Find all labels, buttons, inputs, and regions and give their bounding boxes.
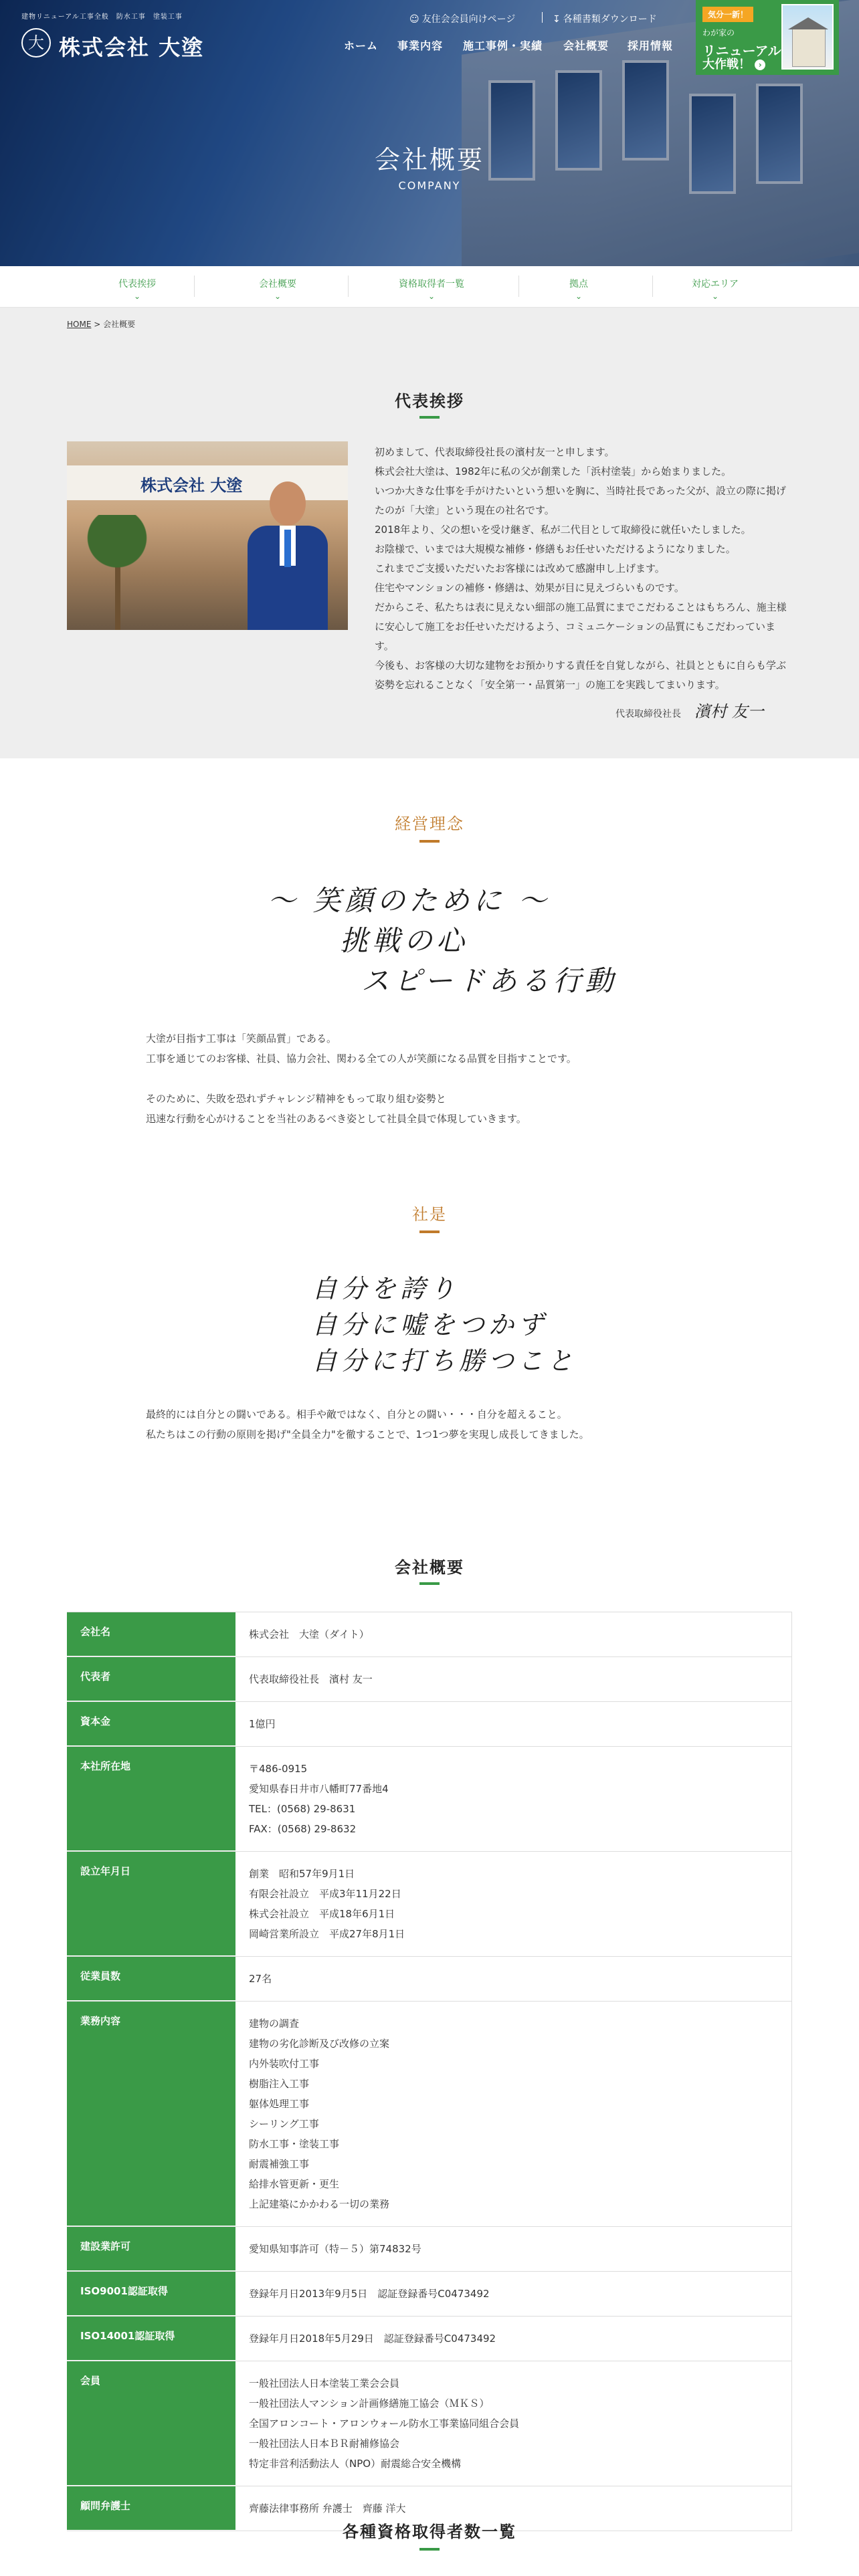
company-sign: 株式会社 大塗 [67, 465, 348, 500]
philosophy-title: 経営理念 [395, 815, 464, 833]
banner-badge: 気分一新！ [702, 7, 753, 22]
banner-line3: 大作戦！ › [702, 55, 765, 72]
row-value [235, 1852, 792, 1956]
table-row [67, 2317, 792, 2361]
chevron-down-icon: ⌄ [711, 292, 719, 301]
chevron-down-icon: ⌄ [274, 292, 282, 301]
row-label: 設立年月日 [67, 1852, 235, 1956]
chevron-down-icon: ⌄ [575, 292, 583, 301]
row-value [235, 2361, 792, 2486]
value-line: 特定非営利活動法人（NPO）耐震総合安全機構 [249, 2458, 462, 2470]
title-underline [419, 1230, 440, 1233]
row-label: 本社所在地 [67, 1747, 235, 1851]
philosophy-calligraphy-1: 〜 笑顔のために 〜 [268, 884, 551, 917]
chevron-down-icon: ⌄ [427, 292, 436, 301]
table-row [67, 2272, 792, 2317]
value-line: 耐震補強工事 [249, 2158, 310, 2170]
row-label: 会社名 [67, 1612, 235, 1656]
value-line: 愛知県春日井市八幡町77番地4 [249, 1783, 389, 1795]
nav-home[interactable]: ホーム [344, 39, 379, 52]
table-row [67, 2361, 792, 2486]
row-value [235, 2227, 792, 2271]
signature: 代表取締役社長 濱村 友一 [615, 702, 764, 721]
page-title: 会社概要 [374, 145, 484, 175]
util-divider [542, 12, 543, 23]
row-value [235, 1657, 792, 1701]
value-line: 株式会社設立 平成18年6月1日 [249, 1908, 395, 1920]
table-row [67, 1852, 792, 1957]
motto-text: 最終的には自分との闘いである。相手や敵ではなく、自分との闘い・・・自分を超えること。 私たちはこの行動の原則を掲げ"全員全力"を徹することで、1つ1つ夢を実現し成長してきました。 [146, 1408, 589, 1440]
table-row [67, 1957, 792, 2002]
breadcrumb-current: 会社概要 [103, 320, 136, 329]
row-label: ISO9001認証取得 [67, 2272, 235, 2316]
row-label: 従業員数 [67, 1957, 235, 2001]
row-value [235, 2002, 792, 2226]
value-line: 愛知県知事許可（特－５）第74832号 [249, 2243, 421, 2255]
table-row [67, 1747, 792, 1852]
renewal-banner[interactable] [696, 0, 839, 75]
logo-tagline: 建物リニューアル工事全般 防水工事 塗装工事 [21, 13, 183, 21]
table-row [67, 2002, 792, 2227]
value-line: 創業 昭和57年9月1日 [249, 1868, 355, 1880]
download-link[interactable]: ↧ 各種書類ダウンロード [553, 14, 657, 25]
chevron-down-icon: ⌄ [133, 292, 141, 301]
table-row [67, 1612, 792, 1657]
value-line: 登録年月日2013年9月5日 認証登録番号C0473492 [249, 2288, 490, 2300]
philosophy-text: 大塗が目指す工事は「笑顔品質」である。 工事を通じてのお客様、社員、協力会社、関わる全ての人が笑顔になる品質を目指すことです。 そのために、失敗を恐れずチャレンジ精神をもって取り組む姿勢と 迅速な行動を心がけることを当社のあるべき姿として社員全員で体現していきます。 [146, 1033, 577, 1125]
motto-title: 社是 [412, 1205, 447, 1224]
value-line: 内外装吹付工事 [249, 2058, 320, 2070]
download-icon: ↧ [553, 14, 561, 25]
row-label: 会員 [67, 2361, 235, 2486]
greeting-title: 代表挨拶 [395, 392, 464, 411]
value-line: 登録年月日2018年5月29日 認証登録番号C0473492 [249, 2333, 496, 2345]
motto-calligraphy-2: 自分に嘘をつかず [312, 1310, 548, 1339]
anchor-area[interactable]: 対応エリア ⌄ [632, 277, 799, 301]
user-icon: ☺ [409, 14, 419, 25]
philosophy-calligraphy-3: スピードある行動 [361, 964, 617, 997]
arrow-circle-icon: › [755, 60, 765, 70]
anchor-company[interactable]: 会社概要 ⌄ [194, 277, 361, 301]
nav-recruit[interactable]: 採用情報 [628, 39, 674, 52]
row-label: 顧問弁護士 [67, 2486, 235, 2531]
row-value [235, 2317, 792, 2361]
house-illustration [781, 4, 834, 70]
row-value [235, 2272, 792, 2316]
president-photo [67, 441, 348, 630]
logo-text[interactable]: 株式会社 大塗 [59, 35, 205, 60]
value-line: 建物の劣化診断及び改修の立案 [249, 2038, 390, 2050]
company-table [67, 1612, 792, 2531]
signature-name: 濱村 友一 [694, 702, 764, 721]
value-line: シーリング工事 [249, 2118, 319, 2130]
row-value [235, 1747, 792, 1851]
nav-works[interactable]: 施工事例・実績 [463, 39, 543, 52]
anchor-qualifications[interactable]: 資格取得者一覧 ⌄ [348, 277, 515, 301]
motto-calligraphy-1: 自分を誇り [312, 1274, 460, 1303]
value-line: 〒486-0915 [249, 1763, 308, 1775]
page-subtitle: COMPANY [398, 179, 461, 192]
row-value [235, 1702, 792, 1746]
value-line: 株式会社 大塗（ダイト） [249, 1628, 369, 1640]
greeting-text: 初めまして、代表取締役社長の濱村友一と申します。 株式会社大塗は、1982年に私の父が創業した「浜村塗装」から始まりました。 いつか大きな仕事を手がけたいという想いを胸に、当時社長であった父が、設立の際に掲げたのが「大塗」という現在の社名です。 2018年より、父の想いを受け継ぎ、私が二代目として取締役に就任いたしました。 お陰様で、いまでは大規模な補修・修繕もお任せいただけるようになりました。 これまでご支援いただいたお客様には改めて感謝申し上げます。 住宅やマンションの補修・修繕は、効果が目に見えづらいものです。 だからこそ、私たちは表に見えない細部の施工品質にまでこだわることはもちろん、施主様に安心して施工をお任せいただけるよう、コミュニケーションの品質にもこだわっています。 今後も、お客様の大切な建物をお預かりする責任を自覚しながら、社員とともに自らも学ぶ姿勢を忘れることなく「安全第一・品質第一」の施工を実践してまいります。 [375, 446, 787, 691]
banner-line1: わが家の [702, 28, 735, 37]
qualifications-title: 各種資格取得者数一覧 [343, 2523, 516, 2541]
value-line: 代表取締役社長 濱村 友一 [249, 1673, 373, 1685]
value-line: 躯体処理工事 [249, 2098, 310, 2110]
hero [0, 0, 859, 266]
value-line: 防水工事・塗装工事 [249, 2138, 340, 2150]
table-row [67, 2227, 792, 2272]
anchor-bases[interactable]: 拠点 ⌄ [495, 277, 662, 301]
company-title: 会社概要 [395, 1558, 464, 1577]
row-value [235, 1957, 792, 2001]
row-label: 代表者 [67, 1657, 235, 1701]
value-line: 齊藤法律事務所 弁護士 齊藤 洋大 [249, 2502, 406, 2514]
value-line: 岡崎営業所設立 平成27年8月1日 [249, 1928, 405, 1940]
value-line: 一般社団法人日本ＢＲ耐補修協会 [249, 2438, 400, 2450]
row-value [235, 1612, 792, 1656]
president-figure [248, 481, 328, 630]
row-label: ISO14001認証取得 [67, 2317, 235, 2361]
philosophy-calligraphy-2: 挑戦の心 [340, 924, 469, 957]
value-line: TEL：(0568) 29-8631 [249, 1803, 356, 1815]
value-line: 全国アロンコート・アロンウォール防水工事業協同組合会員 [249, 2418, 520, 2430]
table-row [67, 1702, 792, 1747]
value-line: FAX：(0568) 29-8632 [249, 1823, 357, 1835]
value-line: 有限会社設立 平成3年11月22日 [249, 1888, 401, 1900]
title-underline [419, 1582, 440, 1585]
value-line: 樹脂注入工事 [249, 2078, 310, 2090]
nav-business[interactable]: 事業内容 [397, 39, 444, 52]
value-line: 一般社団法人日本塗装工業会会員 [249, 2377, 400, 2389]
value-line: 一般社団法人マンション計画修繕施工協会（ＭＫＳ） [249, 2397, 490, 2409]
value-line: 給排水管更新・更生 [249, 2178, 340, 2190]
row-label: 資本金 [67, 1702, 235, 1746]
anchor-greeting[interactable]: 代表挨拶 ⌄ [54, 277, 221, 301]
title-underline [419, 840, 440, 843]
row-label: 業務内容 [67, 2002, 235, 2226]
palm-tree [87, 515, 147, 630]
banner-line2: リニューアル [702, 43, 781, 59]
value-line: 上記建築にかかわる一切の業務 [249, 2198, 390, 2210]
value-line: 1億円 [249, 1718, 276, 1730]
breadcrumb-home[interactable]: HOME [67, 320, 92, 329]
breadcrumb: HOME > 会社概要 [67, 320, 136, 329]
title-underline [419, 416, 440, 419]
table-row [67, 1657, 792, 1702]
motto-calligraphy-3: 自分に打ち勝つこと [312, 1346, 577, 1376]
value-line: 27名 [249, 1973, 272, 1985]
title-underline [419, 2548, 440, 2551]
row-label: 建設業許可 [67, 2227, 235, 2271]
value-line: 建物の調査 [249, 2018, 300, 2030]
anchor-nav [0, 266, 859, 308]
member-page-link[interactable]: ☺ 友住会会員向けページ [409, 14, 516, 25]
logo-icon[interactable]: 大 [21, 28, 51, 58]
nav-company[interactable]: 会社概要 [563, 39, 609, 52]
